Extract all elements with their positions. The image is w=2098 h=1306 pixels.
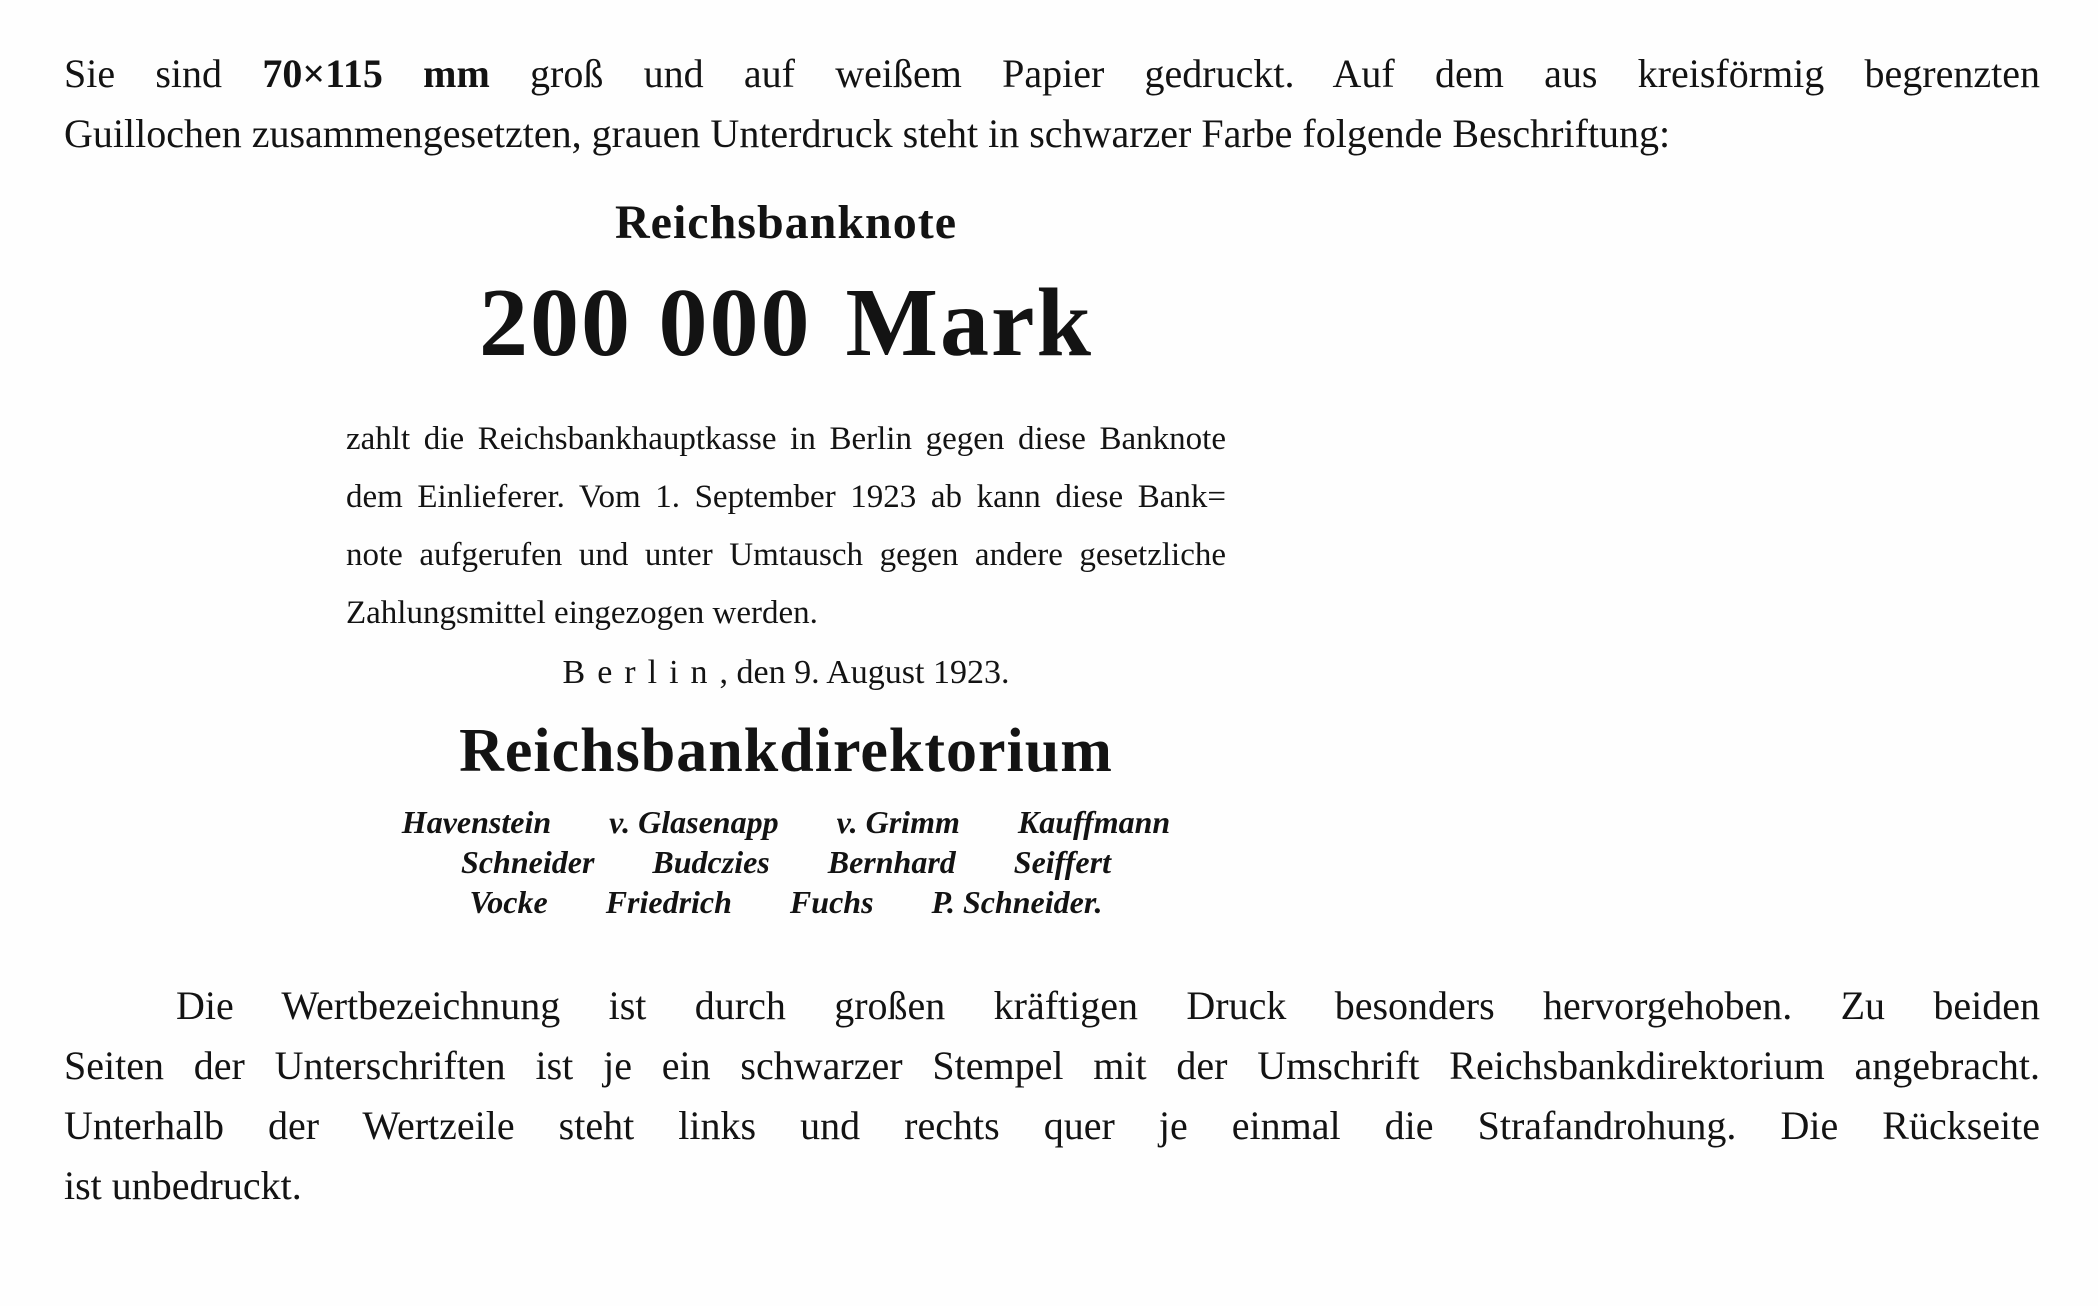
banknote-body-paragraph (346, 410, 1226, 642)
intro-line-1-pre: Sie sind (64, 51, 263, 96)
signature-row (346, 802, 1226, 842)
body-line: zahlt die Reichsbankhauptkasse in Berlin gegen diese Banknote (346, 420, 1226, 457)
signature-row (346, 882, 1226, 922)
signature-name: Fuchs (789, 883, 874, 920)
dateline-place: Berlin (562, 653, 720, 691)
signature-name: Friedrich (605, 883, 732, 920)
intro-paragraph (64, 44, 2040, 164)
outro-line: ist unbedruckt. (64, 1162, 302, 1208)
signature-name: Seiffert (1013, 843, 1111, 880)
body-line: dem Einlieferer. Vom 1. September 1923 ab kann diese Bank= (346, 478, 1226, 515)
intro-line-1-post: groß und auf weißem Papier gedruckt. Auf dem aus kreisförmig begrenzten (489, 51, 2040, 96)
signature-name: Bernhard (827, 843, 956, 880)
body-line: note aufgerufen und unter Umtausch gegen andere gesetzliche (346, 536, 1226, 573)
signature-name: Vocke (469, 883, 548, 920)
banknote-denomination (346, 268, 1226, 377)
denomination-currency: Mark (845, 268, 1093, 377)
signature-name: v. Glasenapp (609, 803, 779, 840)
signature-row (346, 842, 1226, 882)
dateline-rest: , den 9. August 1923. (719, 653, 1010, 691)
issuer-heading: Reichsbankdirektorium (459, 716, 1113, 785)
signature-name: v. Grimm (836, 803, 960, 840)
signature-name: Kauffmann (1017, 803, 1171, 840)
signature-name: Schneider (461, 843, 595, 880)
intro-line-1 (64, 44, 2040, 104)
banknote-title: Reichsbanknote (614, 196, 958, 249)
dateline (346, 648, 1226, 698)
intro-line-2: Guillochen zusammengesetzten, grauen Unterdruck steht in schwarzer Farbe folgende Beschriftung: (64, 111, 1671, 156)
banknote-dimensions-text: 70×115 mm (262, 51, 490, 96)
signature-name: Havenstein (401, 803, 552, 840)
signatures-block (346, 802, 1226, 922)
outro-line: Seiten der Unterschriften ist je ein schwarzer Stempel mit der Umschrift Reichsbankdirektorium angebracht. (64, 1042, 2040, 1088)
outro-paragraph (64, 976, 2040, 1216)
signature-name: Budczies (652, 843, 770, 880)
outro-line: Die Wertbezeichnung ist durch großen kräftigen Druck besonders hervorgehoben. Zu beiden (176, 982, 2040, 1028)
banknote-inscription-block (346, 194, 1226, 922)
signature-name: P. Schneider. (931, 883, 1103, 920)
denomination-number: 200 000 (479, 268, 812, 377)
body-line: Zahlungsmittel eingezogen werden. (346, 594, 818, 631)
outro-line: Unterhalb der Wertzeile steht links und rechts quer je einmal die Strafandrohung. Die Rückseite (64, 1102, 2040, 1148)
